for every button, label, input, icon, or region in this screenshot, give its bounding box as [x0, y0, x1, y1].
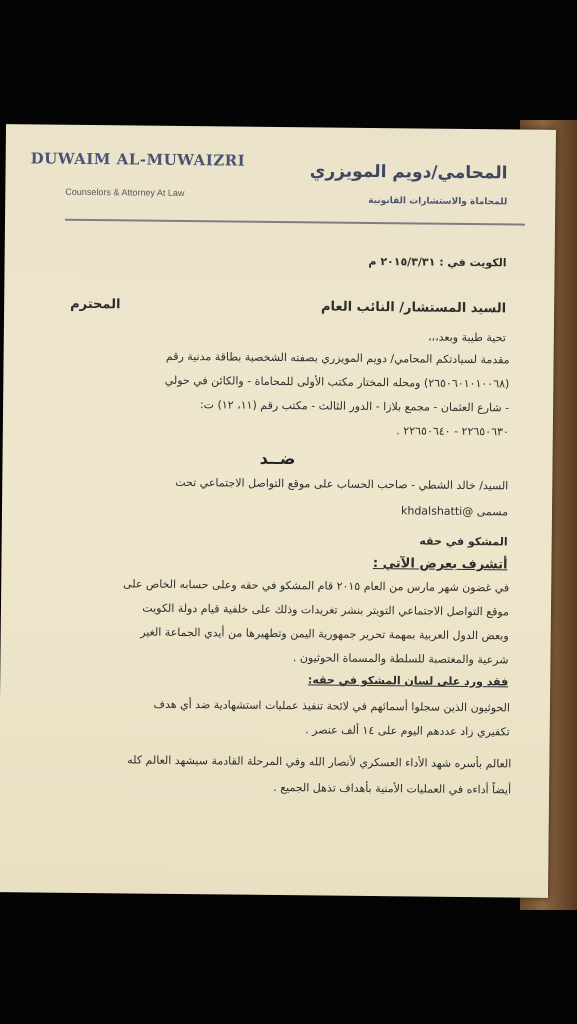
- brand-subtitle-ar: للمحاماة والاستشارات القانونية: [368, 195, 508, 208]
- against-heading: ضــد: [259, 448, 296, 469]
- defendant-line: السيد/ خالد الشطي - صاحب الحساب على موقع التواصل الاجتماعي تحت: [175, 475, 509, 493]
- intro-line: مقدمة لسيادتكم المحامي/ دويم المويزري بصفته الشخصية بطاقة مدنية رقم: [165, 349, 510, 367]
- body-line: شرعية والمغتصبة للسلطة والمسماة الحوثيون .: [292, 651, 509, 667]
- body-line: وبعض الدول العربية بمهمة تحرير جمهورية اليمن وتطهيرها من أيدي الجماعة الغير: [140, 625, 509, 643]
- brand-subtitle-en: Counselors & Attorney At Law: [65, 186, 185, 199]
- honored-heading: أتشرف بعرض الآتي :: [372, 556, 508, 573]
- accused-label: المشكو في حقه: [419, 534, 508, 549]
- body-line: في غضون شهر مارس من العام ٢٠١٥ قام المشكو في حقه وعلى حسابه الخاص على: [123, 577, 510, 595]
- quote-line: تكفيري زاد عددهم اليوم على ١٤ ألف عنصر .: [305, 723, 510, 739]
- intro-line: ٢٢٦٥٠٦٣٠ - ٢٢٦٥٠٦٤٠ .: [396, 424, 509, 439]
- brand-name-ar: المحامي/دويم المويزري: [309, 161, 508, 184]
- intro-line: (٢٦٥٠٦٠١٠١٠٠٦٨) ومحله المختار مكتب الأولى للمحاماة - والكائن في حولي: [164, 373, 510, 391]
- body-line: موقع التواصل الاجتماعي التويتر بنشر تغريدات وذلك على خلفية قيام دولة الكويت: [142, 601, 510, 619]
- greeting: تحية طيبة وبعد،،،: [427, 330, 506, 345]
- brand-name-en: DUWAIM AL-MUWAIZRI: [30, 149, 246, 170]
- final-line: أيضاً أداءه في العمليات الأمنية بأهداف تذهل الجميع .: [273, 780, 512, 797]
- quote-heading: فقد ورد على لسان المشكو في حقه:: [307, 673, 509, 689]
- addressee-title: السيد المستشار/ النائب العام: [320, 299, 507, 317]
- defendant-line: مسمى @khdalshatti: [400, 504, 509, 519]
- intro-line: - شارع العثمان - مجمع بلازا - الدور الثالث - مكتب رقم (١١، ١٢) ت:: [199, 398, 510, 415]
- addressee-honorific: المحترم: [70, 296, 121, 313]
- quote-line: الحوثيون الذين سجلوا أسمائهم في لائحة تنفيذ عمليات استشهادية ضد أي هدف: [153, 697, 511, 715]
- letter-page: [0, 124, 556, 898]
- final-line: العالم بأسره شهد الأداء العسكري لأنصار الله وفي المرحلة القادمة سيشهد العالم كله: [127, 753, 512, 771]
- date-line: الكويت في : ٢٠١٥/٣/٣١ م: [368, 254, 507, 270]
- header-divider: [65, 219, 525, 226]
